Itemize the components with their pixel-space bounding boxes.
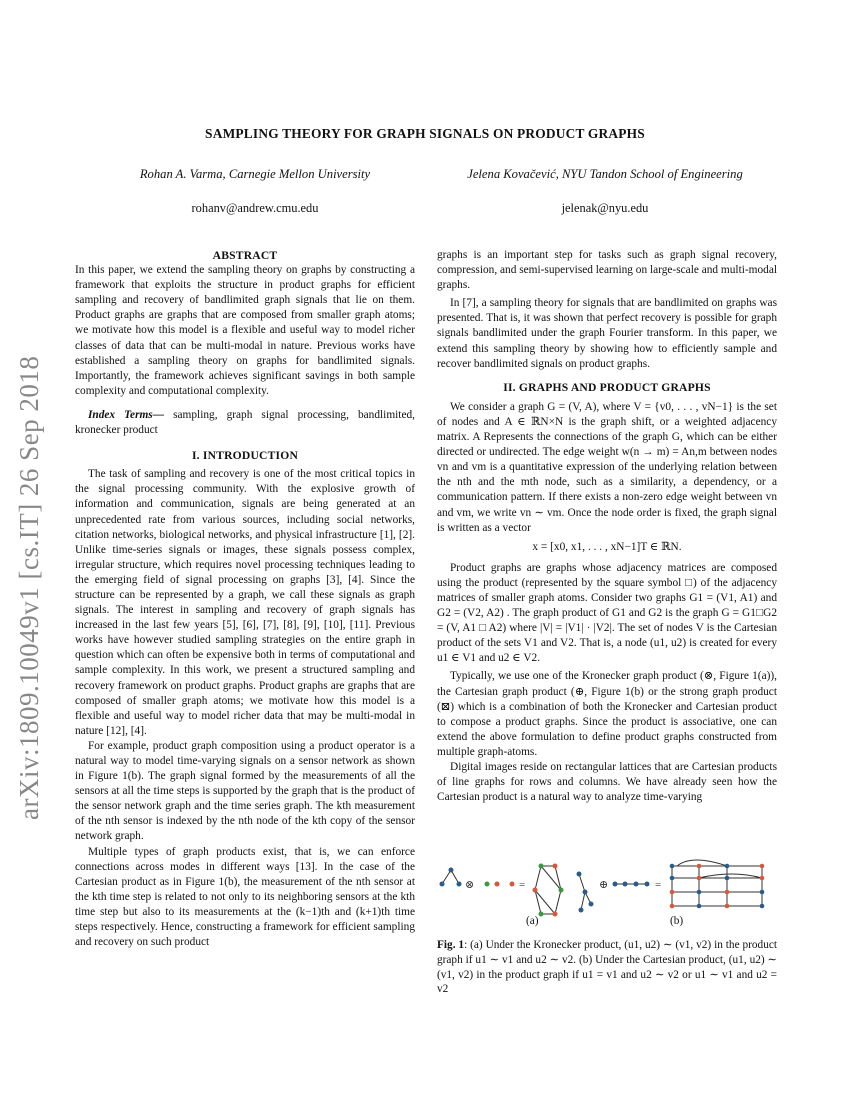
graph-node — [577, 872, 582, 877]
graph-node — [645, 882, 650, 887]
graph-node — [533, 888, 538, 893]
figure-1 — [437, 852, 782, 932]
graph-node — [559, 888, 564, 893]
graph-node — [449, 868, 454, 873]
section-2-paragraph-4: Digital images reside on rectangular lattices that are Cartesian products of line graphs for rows and columns. We have already seen how the Cartesian product is a natural way to analyze time-varying — [437, 761, 777, 804]
paper-title: SAMPLING THEORY FOR GRAPH SIGNALS ON PRODUCT GRAPHS — [205, 126, 645, 141]
equals-sign-b: = — [655, 879, 662, 891]
intro-heading: I. INTRODUCTION — [191, 449, 299, 463]
figure-1-caption-text: : (a) Under the Kronecker product, (u1, u2) ∼ (v1, v2) in the product graph if u1 ∼ v1 and u2 ∼ v2. (b) Under the Cartesian product, (u1, u2) ∼ (v1, v2) in the product graph if u1 = v1 and u2 ∼ v2 or u1 ∼ v1 and u2 = v2 — [437, 939, 777, 996]
figure-1b-label: (b) — [670, 915, 684, 927]
author-2-email: jelenak@nyu.edu — [561, 201, 649, 215]
graph-node — [583, 890, 588, 895]
figure-1a-kronecker — [442, 866, 561, 914]
left-column — [75, 248, 415, 950]
section-2-heading: II. GRAPHS AND PRODUCT GRAPHS — [503, 380, 711, 394]
graph-node — [589, 902, 594, 907]
intro-paragraph-4: graphs is an important step for tasks such as graph signal recovery, compression, and semi-supervised learning on large-scale and multi-modal graphs. — [437, 249, 778, 292]
author-1-email: rohanv@andrew.cmu.edu — [191, 201, 319, 215]
right-column — [437, 248, 777, 805]
intro-paragraph-3: Multiple types of graph products exist, that is, we can enforce connections across modes in different ways [13]. In the case of the Cartesian product as in Figure 1(b), the measurement of the nth sensor at the kth time step is related to not only to its neighboring sensors at the kth time step but also to its measurements at the (k−1)th and (k+1)th time steps respectively. Hence, constructing a framework for efficient sampling and recovery on such product — [75, 845, 415, 949]
index-terms-label: Index Terms— — [88, 408, 165, 421]
graph-node — [457, 882, 462, 887]
figure-1-caption — [437, 938, 777, 997]
graph-node — [579, 908, 584, 913]
cartesian-operator: ⊕ — [599, 879, 609, 891]
section-2-paragraph-1: We consider a graph G = (V, A), where V = {v0, . . . , vN−1} is the set of nodes and A ∈ ℝN×N is the graph shift, or a weighted adjacency matrix. A Represents the connections of the graph G, which can be either directed or undirected. The edge weight w(n → m) = An,m between nodes vn and vm is a quantitative expression of the underlying relation between the nth and the mth node, such as a similarity, a dependency, or a communication pattern. If there exists a non-zero edge weight between vn and vm, we write vn ∼ vm. Once the node order is fixed, the graph signal is written as a vector — [437, 400, 777, 534]
intro-paragraph-5: In [7], a sampling theory for signals that are bandlimited on graphs was presented. That is, it was shown that perfect recovery is possible for graph signals bandlimited under the graph Fourier transform. In this paper, we extend this sampling theory by showing how to efficiently sample and recover bandlimited signals on product graphs. — [437, 297, 777, 370]
graph-node — [539, 864, 544, 869]
arxiv-stamp — [6, 300, 46, 820]
index-terms — [75, 408, 415, 438]
graph-node — [553, 912, 558, 917]
intro-paragraph-1: The task of sampling and recovery is one of the most critical topics in the signal processing community. With the explosive growth of information and communication, signals are being generated at an unprecedented rate from various sources, including social networks, citation networks, biological networks, and physical infrastructure [1], [2]. Unlike time-series signals or images, these signals possess complex, irregular structure, which requires novel processing techniques leading to the emerging field of signal processing on graphs [3], [4]. Since the structure can be represented by a graph, we call these signals as graph signals. The interest in sampling and recovery of graph signals has increased in the last few years [5], [6], [7], [8], [9], [10], [11]. Previous works have however studied sampling strategies on the entire graph in question which can often be expensive both in terms of computational and sample complexity. In this work, we present a structured sampling and recovery framework on product graphs. Product graphs are graphs that are composed of smaller graph atoms; we motivate how this model is a flexible and useful way to model richer data that may be multi-modal in nature [12], [4]. — [75, 468, 415, 737]
section-2-paragraph-2: Product graphs are graphs whose adjacency matrices are composed using the product (represented by the square symbol □) of the adjacency matrices of smaller graph atoms. Consider two graphs G1 = (V1, A1) and G2 = (V2, A2) . The graph product of G1 and G2 is the graph G = G1□G2 = (V, A1 □ A2) where |V| = |V1| · |V2|. The set of nodes V is the Cartesian product of the sets V1 and V2. That is, a node (u1, u2) is created for every u1 ∈ V1 and u2 ∈ V2. — [437, 561, 777, 665]
graph-node — [623, 882, 628, 887]
author-2-name: Jelena Kovačević, NYU Tandon School of Engineering — [467, 167, 743, 181]
graph-node — [539, 912, 544, 917]
graph-node — [510, 882, 515, 887]
section-2-paragraph-3: Typically, we use one of the Kronecker graph product (⊗, Figure 1(a)), the Cartesian graph product (⊕, Figure 1(b) or the strong graph product (⊠) which is a combination of both the Kronecker and Cartesian product to compose a product graphs. Since the product is associative, one can extend the above formulation to define product graphs constructed from multiple graph-atoms. — [437, 670, 777, 758]
figure-1-caption-label: Fig. 1 — [437, 939, 465, 951]
kronecker-operator: ⊗ — [465, 879, 475, 891]
figure-1b-product-nodes — [670, 864, 765, 909]
graph-node — [634, 882, 639, 887]
intro-paragraph-2: For example, product graph composition using a product operator is a natural way to model time-varying signals on a sensor network as shown in Figure 1(b). The graph signal formed by the measurements of all the sensors at all the time steps is supported by the graph that is the product of the sensor network graph and the time series graph. The kth measurement of the nth sensor is indexed by the nth node of the kth copy of the sensor network graph. — [75, 739, 415, 843]
equals-sign-a: = — [519, 879, 526, 891]
graph-node — [495, 882, 500, 887]
abstract-heading: ABSTRACT — [212, 249, 278, 262]
abstract-text: In this paper, we extend the sampling theory on graphs by constructing a framework that exploits the structure in product graphs for efficient sampling and recovery of bandlimited graph signals that lie on them. Product graphs are graphs that are composed from smaller graph atoms; we motivate how this model is a flexible and useful way to model richer classes of data that can be multi-modal in nature. Previous works have established a sampling theory on graphs for bandlimited signals. Importantly, the framework achieves significant savings in both sample complexity and computational complexity. — [75, 264, 415, 397]
signal-vector-equation: x = [x0, x1, . . . , xN−1]T ∈ ℝN. — [532, 540, 682, 553]
graph-node — [440, 882, 445, 887]
graph-node — [613, 882, 618, 887]
graph-node — [553, 864, 558, 869]
index-terms-text: sampling, graph signal processing, bandlimited, kronecker product — [75, 408, 415, 437]
graph-node — [485, 882, 490, 887]
author-1-name: Rohan A. Varma, Carnegie Mellon University — [139, 167, 371, 181]
arxiv-stamp-text: arXiv:1809.10049v1 [cs.IT] 26 Sep 2018 — [14, 355, 44, 820]
figure-1a-label: (a) — [526, 915, 539, 927]
